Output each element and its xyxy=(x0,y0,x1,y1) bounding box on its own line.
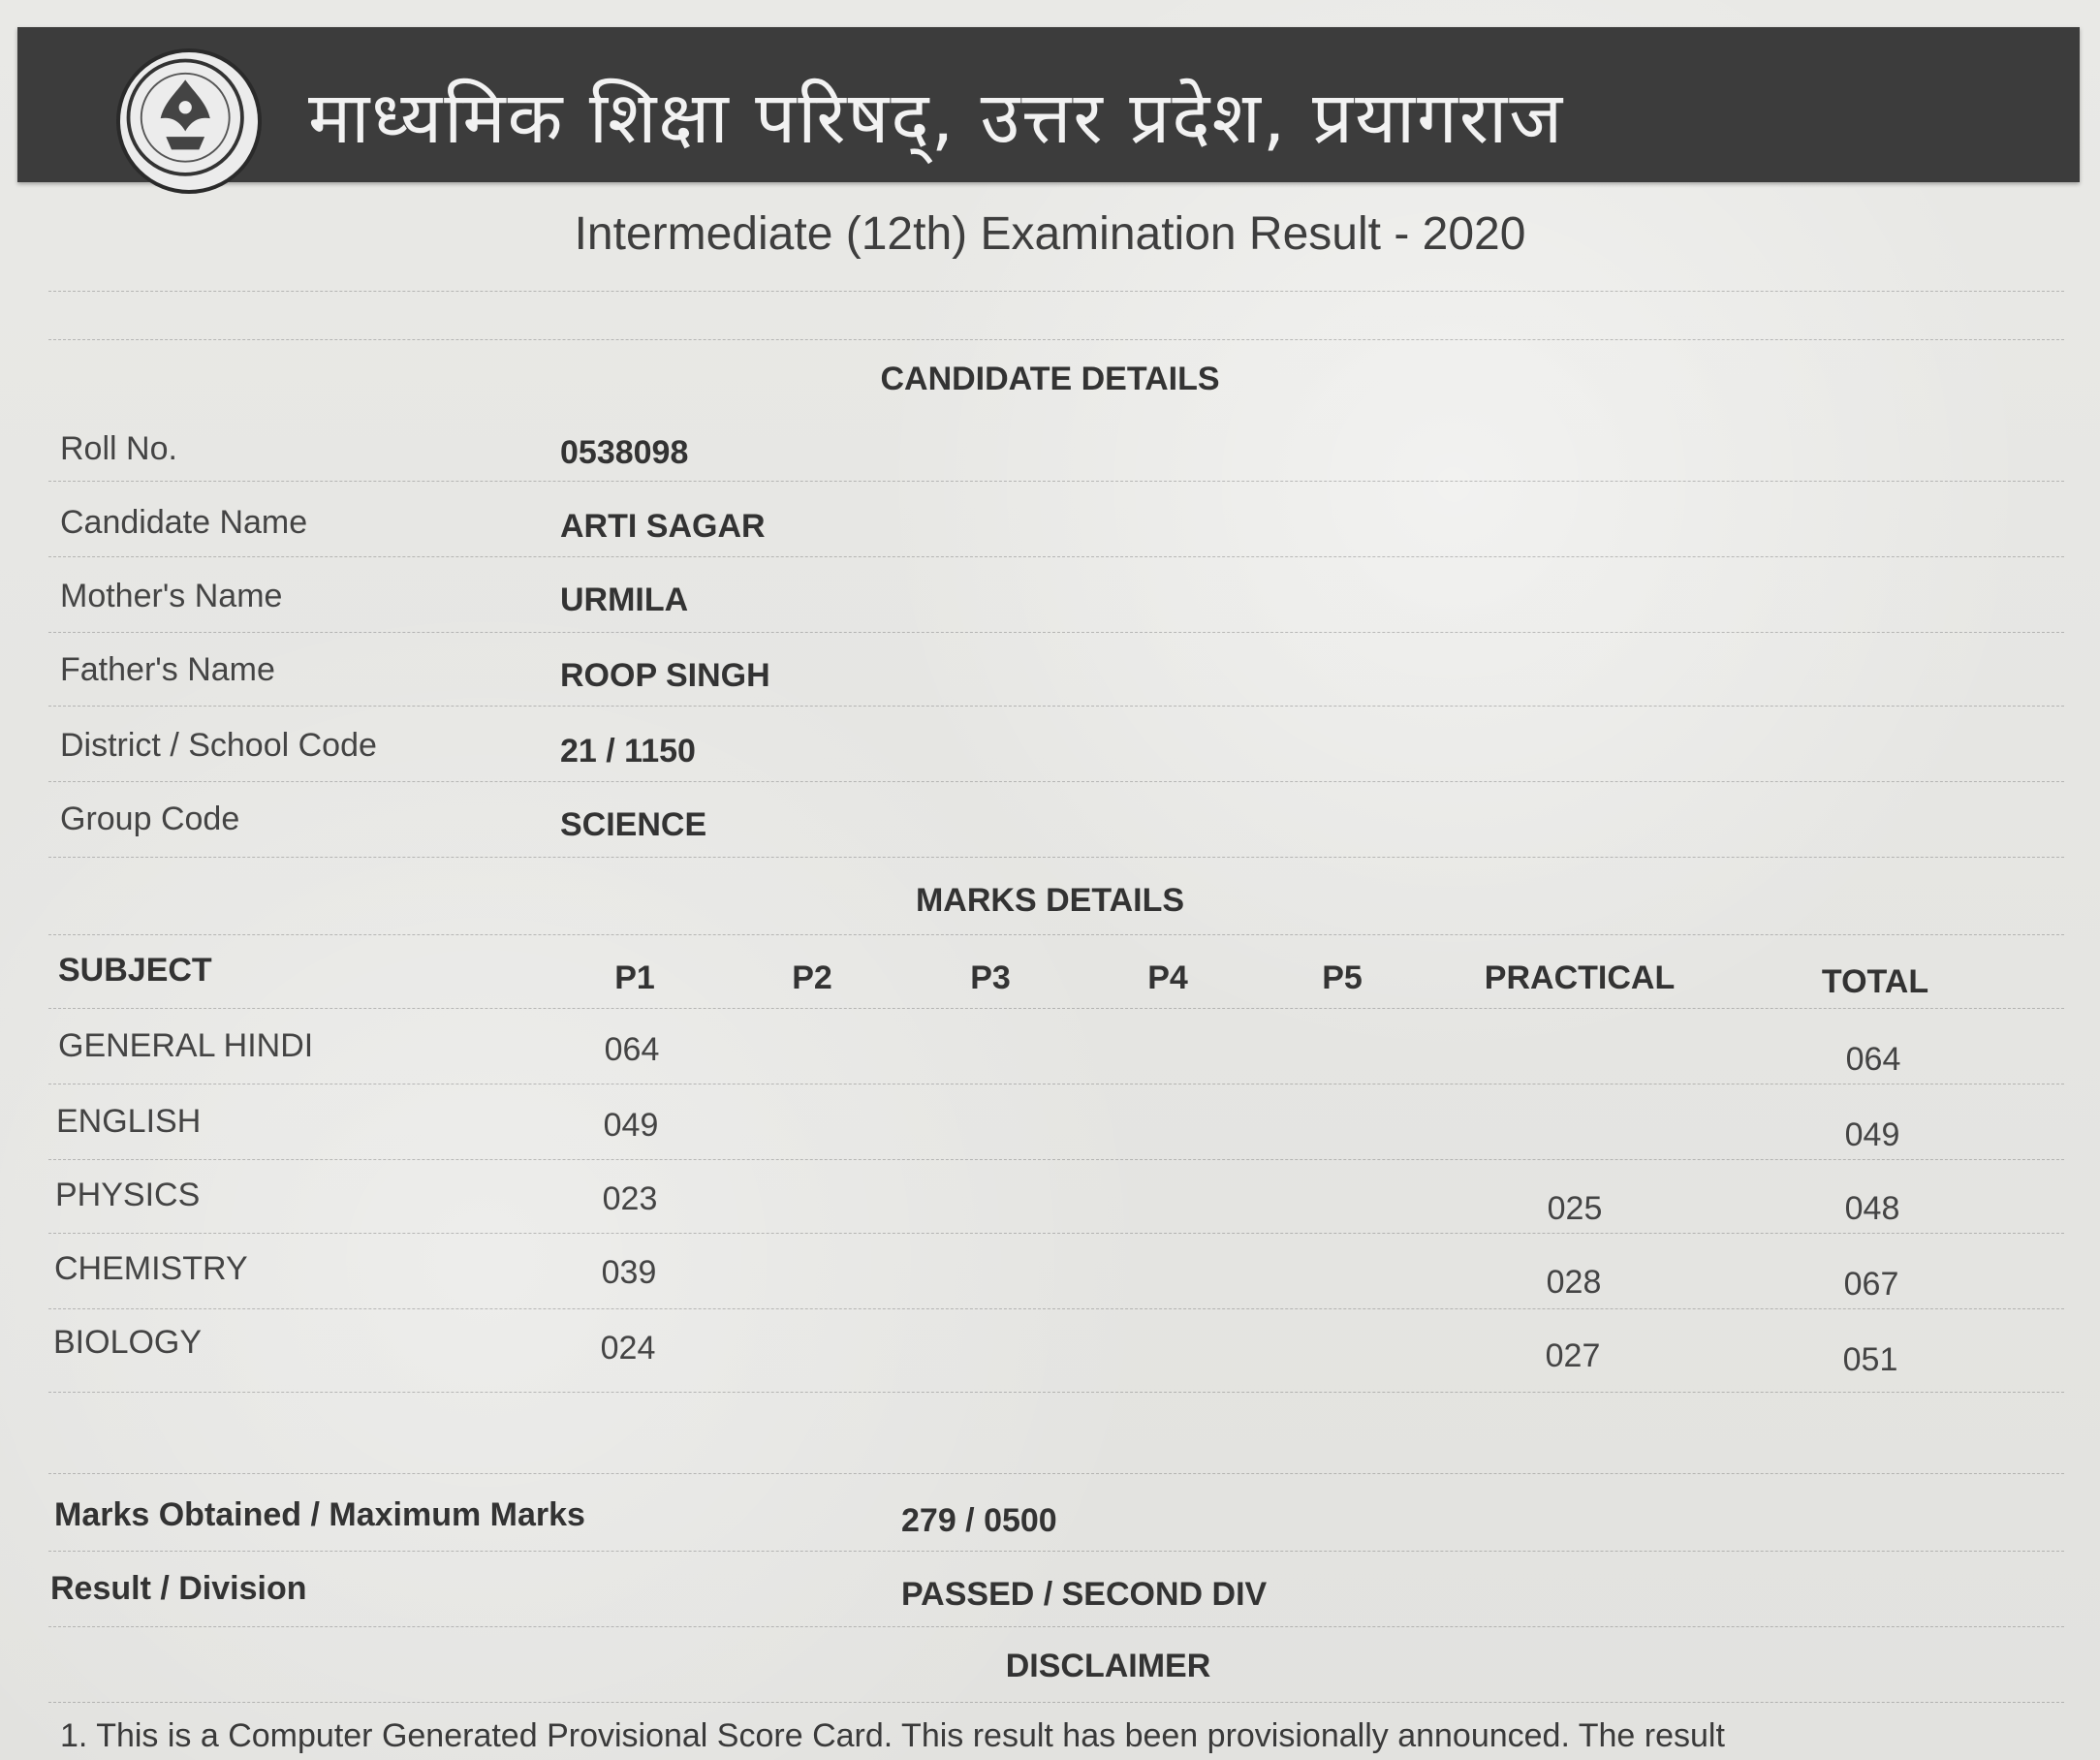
cell-practical: 028 xyxy=(1546,1264,1602,1301)
divider xyxy=(48,706,2064,707)
divider xyxy=(48,1626,2064,1627)
cell-total: 051 xyxy=(1842,1341,1898,1378)
divider xyxy=(48,1308,2064,1309)
cell-total: 049 xyxy=(1844,1116,1900,1153)
col-total: TOTAL xyxy=(1821,963,1929,1000)
divider xyxy=(48,934,2064,935)
divider xyxy=(48,481,2064,482)
cell-total: 048 xyxy=(1844,1190,1900,1227)
fathers-name-label: Father's Name xyxy=(60,651,275,688)
col-p4: P4 xyxy=(1147,959,1188,996)
cell-practical: 027 xyxy=(1545,1337,1601,1374)
mothers-name-label: Mother's Name xyxy=(60,578,283,614)
board-title: माध्यमिक शिक्षा परिषद्, उत्तर प्रदेश, प्रयागराज xyxy=(308,77,1565,160)
cell-p1: 039 xyxy=(601,1254,657,1291)
col-p1: P1 xyxy=(614,959,655,996)
divider xyxy=(48,339,2064,340)
cell-total: 067 xyxy=(1843,1266,1899,1303)
disclaimer-heading: DISCLAIMER xyxy=(1005,1648,1211,1684)
col-p2: P2 xyxy=(792,959,832,996)
district-school-code-value: 21 / 1150 xyxy=(560,733,696,770)
divider xyxy=(48,1008,2064,1009)
mothers-name-value: URMILA xyxy=(560,581,689,618)
roll-no-value: 0538098 xyxy=(560,434,689,471)
cell-p1: 064 xyxy=(604,1031,660,1068)
col-p5: P5 xyxy=(1322,959,1363,996)
up-board-seal-icon xyxy=(116,48,262,194)
divider xyxy=(48,632,2064,633)
divider xyxy=(48,1233,2064,1234)
col-p3: P3 xyxy=(970,959,1011,996)
result-division-value: PASSED / SECOND DIV xyxy=(901,1576,1268,1613)
fathers-name-value: ROOP SINGH xyxy=(560,657,770,694)
header-banner xyxy=(17,27,2080,182)
cell-p1: 024 xyxy=(600,1330,656,1367)
cell-subject: ENGLISH xyxy=(56,1103,202,1140)
cell-subject: GENERAL HINDI xyxy=(58,1027,314,1064)
col-practical: PRACTICAL xyxy=(1484,959,1676,996)
result-division-label: Result / Division xyxy=(50,1570,307,1607)
cell-p1: 023 xyxy=(602,1180,658,1217)
cell-total: 064 xyxy=(1845,1041,1901,1078)
district-school-code-label: District / School Code xyxy=(60,727,377,764)
cell-subject: BIOLOGY xyxy=(53,1324,203,1361)
cell-practical: 025 xyxy=(1547,1190,1603,1227)
marks-details-heading: MARKS DETAILS xyxy=(915,882,1185,919)
cell-subject: CHEMISTRY xyxy=(54,1250,248,1287)
group-code-value: SCIENCE xyxy=(560,806,707,843)
exam-result-title: Intermediate (12th) Examination Result - 2020 xyxy=(574,208,1526,260)
divider xyxy=(48,857,2064,858)
roll-no-label: Roll No. xyxy=(60,430,177,467)
divider xyxy=(48,1159,2064,1160)
cell-subject: PHYSICS xyxy=(55,1177,201,1213)
candidate-name-value: ARTI SAGAR xyxy=(560,508,766,545)
group-code-label: Group Code xyxy=(60,801,240,837)
divider xyxy=(48,1392,2064,1393)
cell-p1: 049 xyxy=(603,1107,659,1144)
col-subject: SUBJECT xyxy=(58,952,212,989)
divider xyxy=(48,781,2064,782)
marks-obtained-label: Marks Obtained / Maximum Marks xyxy=(54,1496,585,1533)
divider xyxy=(48,556,2064,557)
marks-obtained-value: 279 / 0500 xyxy=(901,1502,1057,1539)
candidate-details-heading: CANDIDATE DETAILS xyxy=(880,361,1220,397)
divider xyxy=(48,291,2064,292)
divider xyxy=(48,1551,2064,1552)
divider xyxy=(48,1702,2064,1703)
candidate-name-label: Candidate Name xyxy=(60,504,308,541)
disclaimer-line: 1. This is a Computer Generated Provisional Score Card. This result has been provisionally announced. The result xyxy=(60,1717,1725,1754)
divider xyxy=(48,1473,2064,1474)
